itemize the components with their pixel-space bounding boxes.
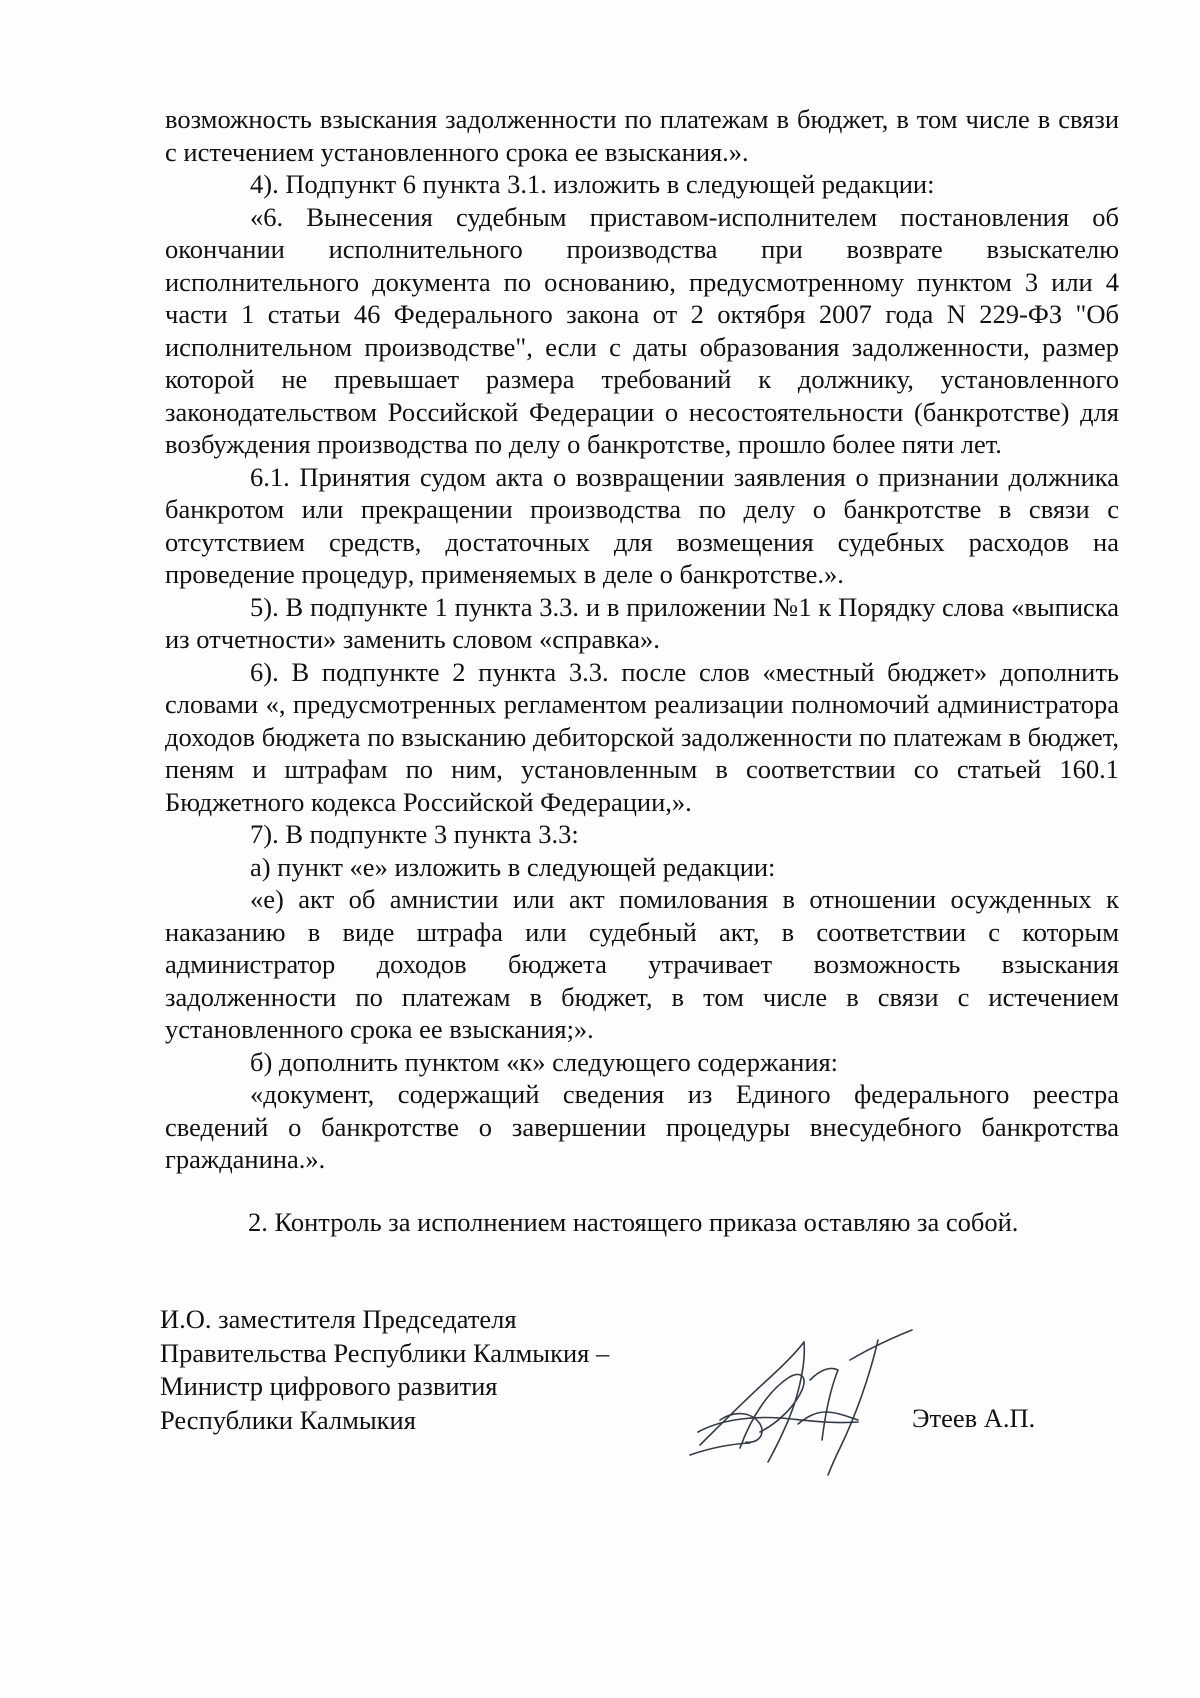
paragraph-item-7: 7). В подпункте 3 пункта 3.3:: [250, 819, 579, 849]
paragraph-item-5: 5). В подпункте 1 пункта 3.3. и в приложении №1 к Порядку слова «выписка из отчетности» заменить словом «справка».: [165, 591, 1119, 654]
paragraph-item-7a: а) пункт «е» изложить в следующей редакции:: [250, 851, 776, 882]
document-body: [165, 103, 1119, 1176]
paragraph-item-6: 6). В подпункте 2 пункта 3.3. после слов «местный бюджет» дополнить словами «, предусмотренных регламентом реализации полномочий администратора доходов бюджета по взысканию дебиторской задолженности по платежам в бюджет, пеням и штрафам по ним, установленным в соответствии со статьей 160.1 Бюджетного кодекса Российской Федерации,».: [165, 656, 1119, 817]
paragraph-item-7b-text: «документ, содержащий сведения из Единого федерального реестра сведений о банкротстве о завершении процедуры внесудебного банкротства гражданина.».: [165, 1079, 1119, 1174]
signer-position-line: И.О. заместителя Председателя: [160, 1304, 517, 1334]
paragraph-item-7b: б) дополнить пунктом «к» следующего содержания:: [250, 1046, 839, 1077]
signer-name: Этеев А.П.: [912, 1403, 1036, 1433]
control-clause: 2. Контроль за исполнением настоящего приказа оставляю за собой.: [248, 1207, 1019, 1237]
paragraph-item-7a-text: «е) акт об амнистии или акт помилования в отношении осужденных к наказанию в виде штрафа или судебный акт, в соответствии с которым администратор доходов бюджета утрачивает возможность взыскания задолженности по платежам в бюджет, в том числе в связи с истечением установленного срока ее взыскания;».: [165, 884, 1119, 1044]
paragraph-continuation: возможность взыскания задолженности по платежам в бюджет, в том числе в связи с истечением установленного срока ее взыскания.».: [165, 104, 1119, 167]
paragraph-subitem-6: «6. Вынесения судебным приставом-исполнителем постановления об окончании исполнительного производства при возврате взыскателю исполнительного документа по основанию, предусмотренному пунктом 3 или 4 части 1 статьи 46 Федерального закона от 2 октября 2007 года N 229-ФЗ "Об исполнительном производстве", если с даты образования задолженности, размер которой не превышает размера требований к должнику, установленного законодательством Российской Федерации о несостоятельности (банкротстве) для возбуждения производства по делу о банкротстве, прошло более пяти лет.: [165, 201, 1119, 459]
signer-position-line: Министр цифрового развития: [160, 1371, 498, 1401]
handwritten-signature: [680, 1320, 920, 1480]
paragraph-subitem-6-1: 6.1. Принятия судом акта о возвращении заявления о признании должника банкротом или прекращении производства по делу о банкротстве в связи с отсутствием средств, достаточных для возмещения судебных расходов на проведение процедур, применяемых в деле о банкротстве.».: [165, 461, 1119, 589]
signer-position-line: Правительства Республики Калмыкия –: [160, 1337, 610, 1368]
paragraph-item-4: 4). Подпункт 6 пункта 3.1. изложить в следующей редакции:: [250, 169, 935, 199]
signer-position: [160, 1303, 609, 1437]
signer-position-line: Республики Калмыкия: [160, 1404, 416, 1435]
